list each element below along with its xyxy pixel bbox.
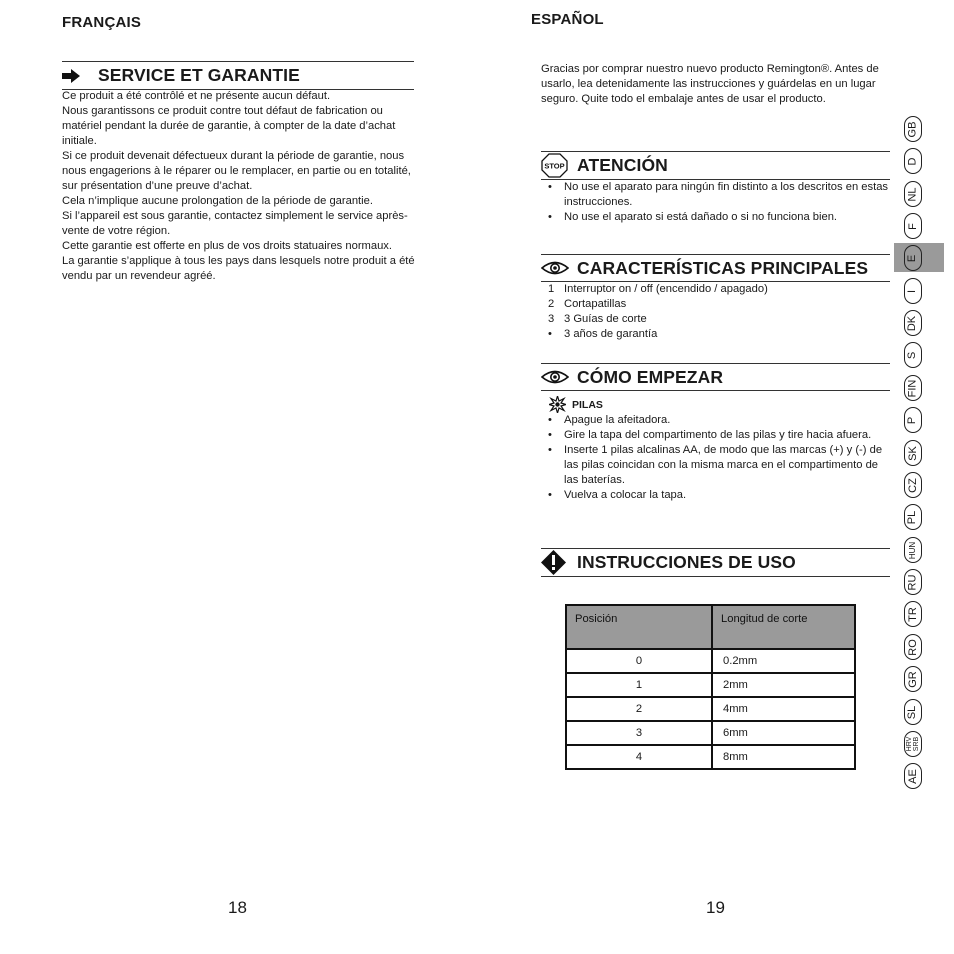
section-title: INSTRUCCIONES DE USO [577,552,796,572]
table-row [566,649,855,673]
eye-icon [541,260,577,276]
lang-tab-i[interactable]: I [904,278,922,304]
language-label-es: ESPAÑOL [531,11,604,28]
list-item: 3 3 Guías de corte [548,313,647,325]
lang-tab-sl[interactable]: SL [904,699,922,725]
caracteristicas-list [541,282,891,342]
section-title: CÓMO EMPEZAR [577,366,724,387]
list-item: • No use el aparato para ningún fin distinto a los descritos en estas instrucciones. [541,180,891,210]
section-header-service-garantie [62,61,414,90]
lang-tab-e[interactable]: E [904,245,922,271]
table-cell: 1 [566,673,712,697]
lang-tab-nl[interactable]: NL [904,181,922,207]
lang-tab-gb[interactable]: GB [904,116,922,142]
table-cell: 0 [566,649,712,673]
table-cell: 6mm [712,721,855,745]
table-cell: 4mm [712,697,855,721]
lang-tab-dk[interactable]: DK [904,310,922,336]
lang-tab-ae[interactable]: AE [904,763,922,789]
table-cell: 3 [566,721,712,745]
list-item: • Inserte 1 pilas alcalinas AA, de modo que las marcas (+) y (-) de las pilas coincidan con la misma marca en el compartimento de las baterías. [541,443,886,488]
list-item: • Vuelva a colocar la tapa. [541,488,886,503]
paragraph: Cette garantie est offerte en plus de vos droits statuaires normaux. [62,240,393,252]
section-title: CARACTERÍSTICAS PRINCIPALES [577,257,869,278]
section-header-como-empezar [541,363,890,391]
cutting-length-table [565,604,856,770]
section-title: SERVICE ET GARANTIE [98,65,300,85]
warning-icon [541,550,577,575]
section-header-atencion [541,151,890,180]
language-label-fr: FRANÇAIS [62,14,142,31]
atencion-list [541,180,891,225]
eye-icon [541,369,577,385]
section-header-caracteristicas [541,254,890,282]
list-item: 1 Interruptor on / off (encendido / apagado) [548,283,768,295]
lang-tab-f[interactable]: F [904,213,922,239]
lang-tab-hun[interactable]: HUN [904,537,922,563]
stop-sign-icon [541,153,577,178]
section-header-instrucciones [541,548,890,577]
lang-tab-p[interactable]: P [904,407,922,433]
lang-tab-sk[interactable]: SK [904,440,922,466]
lang-tab-fin[interactable]: FIN [904,375,922,401]
paragraph: Si ce produit devenait défectueux durant la période de garantie, nous nous engagerions à le réparer ou le remplacer, en partie ou en totalité, sur présentation d’une preuve d’achat. [62,150,411,192]
paragraph: La garantie s’applique à tous les pays dans lesquels notre produit a été vendu par un revendeur agréé. [62,255,415,282]
table-row [566,697,855,721]
table-row [566,721,855,745]
svg-text:STOP: STOP [544,161,565,171]
warranty-text [62,89,417,284]
table-row [566,673,855,697]
subheading-pilas [549,396,603,413]
lang-tab-d[interactable]: D [904,148,922,174]
page-number-right: 19 [706,898,725,917]
paragraph: Ce produit a été contrôlé et ne présente aucun défaut. [62,90,331,102]
paragraph: Nous garantissons ce produit contre tout défaut de fabrication ou matériel pendant la durée de garantie, à compter de la date d’achat initiale. [62,105,396,147]
lang-tab-ro[interactable]: RO [904,634,922,660]
page-number-left: 18 [228,898,247,917]
list-item: • Gire la tapa del compartimento de las pilas y tire hacia afuera. [541,428,886,443]
sparkle-icon [549,396,572,413]
intro-text: Gracias por comprar nuestro nuevo producto Remington®. Antes de usarlo, lea detenidamente las instrucciones y guárdelas en un lugar seguro. Quite todo el embalaje antes de usar el producto. [541,63,879,105]
lang-tab-tr[interactable]: TR [904,601,922,627]
table-cell: 2mm [712,673,855,697]
list-item: • No use el aparato si está dañado o si no funciona bien. [541,210,891,225]
lang-tab-cz[interactable]: CZ [904,472,922,498]
table-cell: 4 [566,745,712,769]
table-header-row [566,605,855,649]
paragraph: Cela n’implique aucune prolongation de la période de garantie. [62,195,373,207]
lang-tab-pl[interactable]: PL [904,504,922,530]
arrow-right-icon [62,69,98,83]
section-title: ATENCIÓN [577,155,668,175]
table-cell: 0.2mm [712,649,855,673]
table-cell: 2 [566,697,712,721]
lang-tab-s[interactable]: S [904,342,922,368]
lang-tab-gr[interactable]: GR [904,666,922,692]
list-item: 2 Cortapatillas [548,298,627,310]
table-cell: 8mm [712,745,855,769]
lang-tab-ru[interactable]: RU [904,569,922,595]
paragraph: Si l’appareil est sous garantie, contactez simplement le service après-vente de votre région. [62,210,408,237]
list-item: • 3 años de garantía [548,328,658,340]
subheading-text: PILAS [572,398,603,411]
lang-tab-hrv-srb[interactable]: HRV SRB [904,731,922,757]
table-row [566,745,855,769]
list-item: • Apague la afeitadora. [541,413,886,428]
column-header-position: Posición [566,605,712,649]
como-empezar-list [541,413,886,503]
column-header-length: Longitud de corte [712,605,855,649]
